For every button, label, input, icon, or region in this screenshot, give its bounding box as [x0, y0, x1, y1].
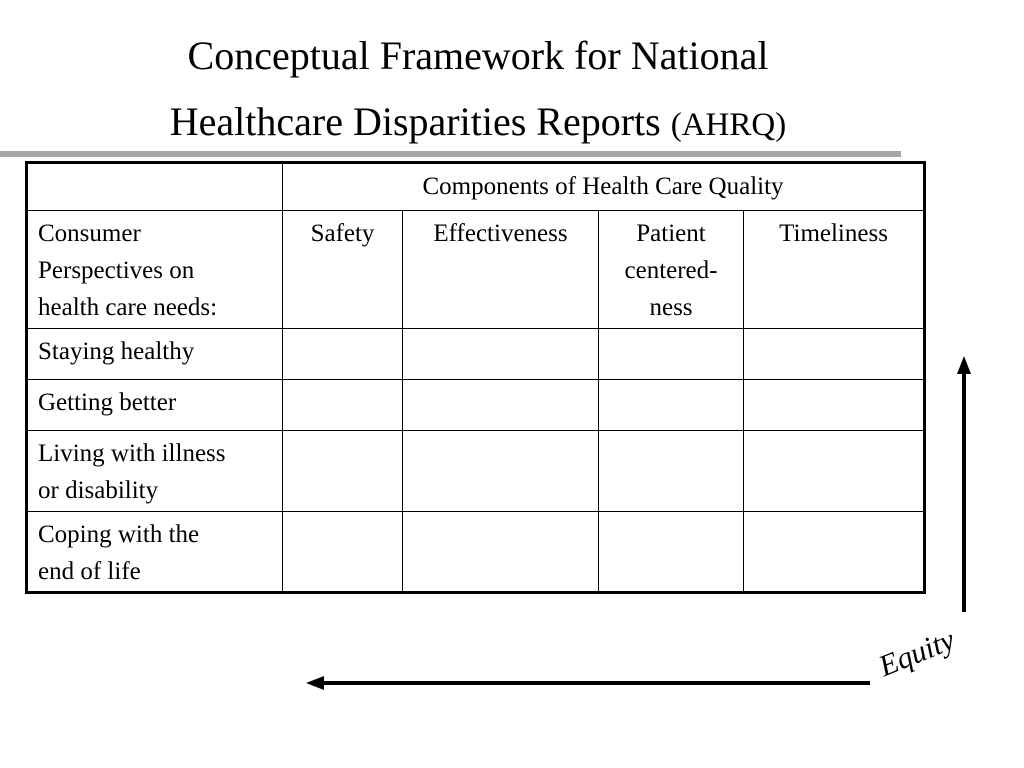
column-header-patient-centeredness: Patient centered- ness	[599, 211, 744, 329]
quality-components-header: Components of Health Care Quality	[283, 163, 925, 211]
row-label-coping-end-of-life: Coping with the end of life	[27, 512, 283, 593]
slide-title-line-1: Conceptual Framework for National	[187, 33, 769, 78]
equity-label: Equity	[874, 623, 960, 684]
slide-title-main: Healthcare Disparities Reports	[169, 99, 671, 144]
column-header-safety: Safety	[283, 211, 403, 329]
column-header-timeliness: Timeliness	[744, 211, 925, 329]
up-arrow-icon	[957, 356, 971, 612]
consumer-perspectives-header: Consumer Perspectives on health care needs:	[27, 211, 283, 329]
slide-title-source: (AHRQ)	[670, 107, 787, 143]
row-label-staying-healthy: Staying healthy	[27, 329, 283, 380]
row-label-living-with-illness: Living with illness or disability	[27, 431, 283, 512]
column-header-effectiveness: Effectiveness	[403, 211, 599, 329]
row-label-getting-better: Getting better	[27, 380, 283, 431]
left-arrow-icon	[306, 676, 870, 690]
